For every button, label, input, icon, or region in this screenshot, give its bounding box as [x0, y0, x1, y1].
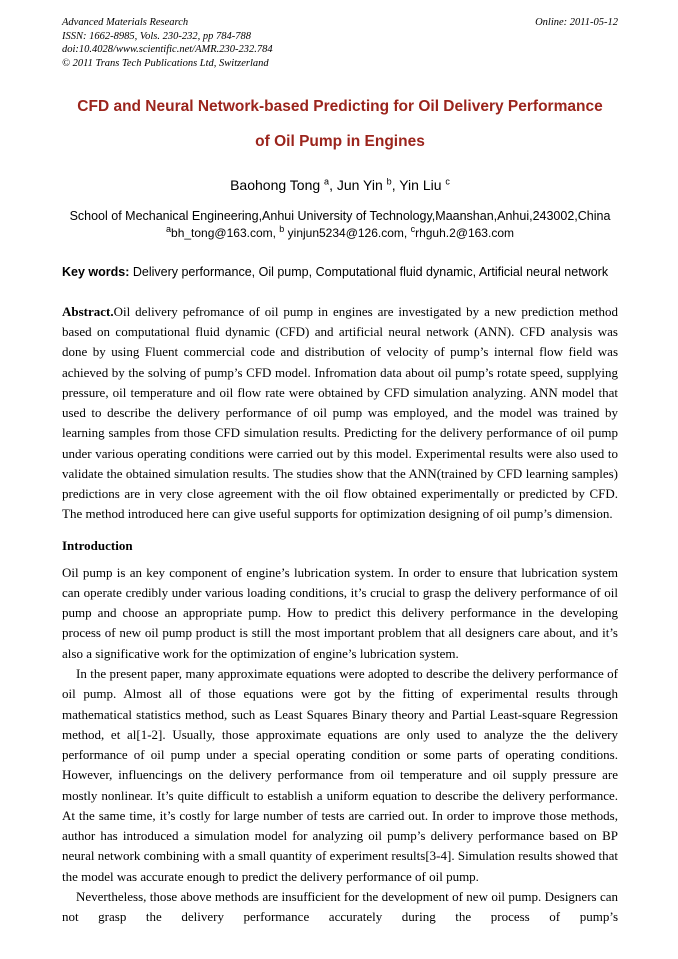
introduction-paragraph-1: Oil pump is an key component of engine’s lubrication system. In order to ensure that lubrication system can operate credibly under various loading conditions, it’s crucial to grasp the delivery performance of oil pump and choose an appropriate pump. How to predict this delivery performance in the developing process of new oil pump product is still the most important problem that all designers care about, and it’s also a significative work for the optimization of engine’s lubrication system.	[62, 564, 618, 661]
keywords-text: Delivery performance, Oil pump, Computational fluid dynamic, Artificial neural network	[129, 264, 609, 279]
abstract-label: Abstract.	[62, 303, 114, 319]
keywords-line	[62, 265, 618, 279]
publication-info	[62, 16, 273, 71]
online-date: Online: 2011-05-12	[535, 17, 618, 28]
author-name-3: Yin Liu	[399, 176, 446, 193]
keywords-label: Key words:	[62, 264, 130, 279]
introduction-paragraph-3: Nevertheless, those above methods are insufficient for the development of new oil pump. Designers can not grasp the delivery performance accurately during the process of pump’s	[62, 888, 618, 925]
paper-title	[62, 98, 618, 152]
author-affil-mark-a: a	[324, 176, 330, 187]
introduction-paragraph-2: In the present paper, many approximate equations were adopted to describe the delivery performance of oil pump. Almost all of those equations were got by the fitting of experimental results through mathematical statistics method, such as Least Squares Binary theory and Partial Least-square Regression method, et al[1-2]. Usually, those approximate equations are only used to analyze the the delivery performance of oil pump under a special operating condition or some parts of operating conditions. However, influencings on the delivery performance from oil temperature and oil supply pressure are mostly nonlinear. It’s quite difficult to establish a uniform equation to describe the delivery performance. At the same time, it’s costly for large number of tests are carried out. In order to improve those methods, author has introduced a simulation model for analyzing oil pump’s delivery performance based on BP neural network combining with a small quantity of experiment results[3-4]. Simulation results showed that the model was accurate enough to predict the delivery performance of oil pump.	[62, 666, 618, 884]
emails-line	[62, 223, 618, 240]
journal-name: Advanced Materials Research	[62, 17, 189, 28]
abstract-paragraph	[62, 302, 618, 525]
authors-line	[62, 177, 618, 193]
author-name-2: Jun Yin	[336, 176, 387, 193]
publication-header	[62, 16, 618, 71]
author-affil-mark-c: c	[445, 176, 450, 187]
email-address-2: yinjun5234@126.com,	[284, 225, 411, 240]
abstract-text: Oil delivery pefromance of oil pump in engines are investigated by a new prediction method based on computational fluid dynamic (CFD) and artificial neural network (ANN). CFD analysis was done by using Fluent commercial code and distribution of velocity of pump’s internal flow field was achieved by the solving of pump’s CFD model. Infromation data about oil pump’s rotate speed, supplying pressure, oil temperature and oil flow rate were obtained by CFD simulation analyzing. ANN model that used to describe the delivery performance of oil pump was employed, and the model was trained by learning samples from those CFD simulation results. Predicting for the delivery performance of oil pump under various operating conditions were carried out by this model. Experimental results were also used to validate the obtained simulation results. The studies show that the ANN(trained by CFD learning samples) predictions are in very close agreement with the oil flow obtained experimentally or predicted by CFD. The method introduced here can give useful supports for optimization designing of oil pump’s dimension.	[62, 303, 618, 522]
author-separator-1: ,	[329, 176, 337, 193]
doi-line: doi:10.4028/www.scientific.net/AMR.230-232.784	[62, 44, 273, 56]
email-mark-b: b	[279, 223, 285, 234]
copyright-line: © 2011 Trans Tech Publications Ltd, Switzerland	[62, 57, 269, 69]
email-mark-a: a	[166, 223, 172, 234]
paper-title-line1: CFD and Neural Network-based Predicting for Oil Delivery Performance	[77, 97, 603, 115]
affiliation-line: School of Mechanical Engineering,Anhui University of Technology,Maanshan,Anhui,243002,China	[69, 208, 611, 223]
author-name-1: Baohong Tong	[230, 176, 325, 193]
issn-volume-pages: ISSN: 1662-8985, Vols. 230-232, pp 784-788	[62, 30, 251, 42]
author-affil-mark-b: b	[386, 176, 392, 187]
email-address-1: bh_tong@163.com,	[171, 225, 280, 240]
author-separator-2: ,	[391, 176, 400, 193]
paper-title-line2: of Oil Pump in Engines	[255, 133, 425, 151]
email-address-3: rhguh.2@163.com	[415, 225, 514, 240]
email-mark-c: c	[410, 223, 416, 234]
introduction-heading: Introduction	[62, 537, 133, 553]
